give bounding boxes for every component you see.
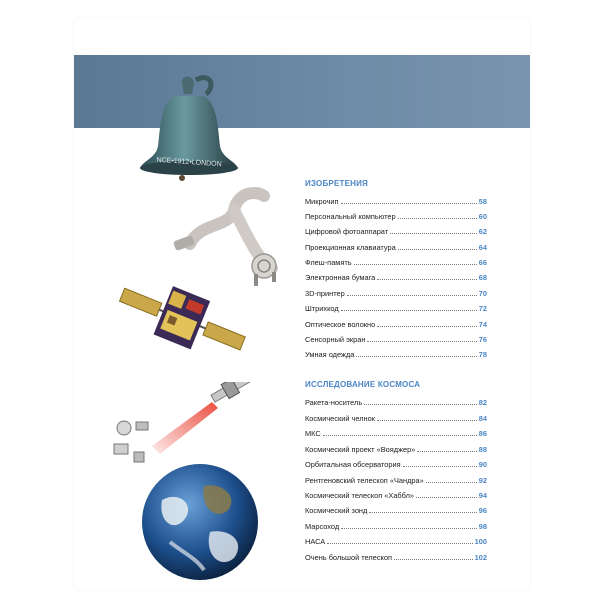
toc-entry-page: 86 xyxy=(478,429,487,438)
toc-entry-page: 76 xyxy=(478,335,487,344)
toc-entry-label: НАСА xyxy=(305,537,326,546)
toc-entry[interactable] xyxy=(305,550,487,562)
toc-entry-page: 102 xyxy=(474,553,487,562)
leader-dots xyxy=(417,450,476,452)
toc-entry[interactable] xyxy=(305,488,487,500)
toc-entry-page: 58 xyxy=(478,197,487,206)
leader-dots xyxy=(364,403,477,405)
toc-entry-page: 62 xyxy=(478,227,487,236)
leader-dots xyxy=(377,325,477,327)
leader-dots xyxy=(394,558,473,560)
toc-entry[interactable] xyxy=(305,240,487,252)
toc-entry-label: Космический зонд xyxy=(305,506,368,515)
toc-entry-label: Персональный компьютер xyxy=(305,212,396,221)
toc-entry-label: МКС xyxy=(305,429,321,438)
toc-entry[interactable] xyxy=(305,534,487,546)
toc-entry-page: 66 xyxy=(478,258,487,267)
leader-dots xyxy=(356,355,476,357)
leader-dots xyxy=(354,263,477,265)
toc-entry-label: Ракета-носитель xyxy=(305,398,363,407)
toc-entry-page: 94 xyxy=(478,491,487,500)
toc-entry-page: 60 xyxy=(478,212,487,221)
toc-entry[interactable] xyxy=(305,332,487,344)
toc-entry[interactable] xyxy=(305,442,487,454)
leader-dots xyxy=(390,232,477,234)
bell-inscription: NCE•1912•LONDON xyxy=(156,156,222,169)
leader-dots xyxy=(403,465,477,467)
toc-entry-label: Космический проект «Вояджер» xyxy=(305,445,416,454)
leader-dots xyxy=(327,542,472,544)
leader-dots xyxy=(341,527,477,529)
toc-entry[interactable] xyxy=(305,411,487,423)
toc-entry-label: Марсоход xyxy=(305,522,340,531)
bell-illustration xyxy=(130,72,250,187)
toc-entry-page: 74 xyxy=(478,320,487,329)
toc-entry-page: 88 xyxy=(478,445,487,454)
toc-entry[interactable] xyxy=(305,209,487,221)
toc-entry[interactable] xyxy=(305,347,487,359)
toc-entry-page: 100 xyxy=(474,537,487,546)
leader-dots xyxy=(426,481,477,483)
toc-entry-label: Электронная бумага xyxy=(305,273,376,282)
toc-entry[interactable] xyxy=(305,426,487,438)
toc-entry-label: 3D-принтер xyxy=(305,289,345,298)
toc-entry[interactable] xyxy=(305,286,487,298)
leader-dots xyxy=(341,309,477,311)
leader-dots xyxy=(377,419,477,421)
leader-dots xyxy=(367,340,476,342)
toc-entry-page: 78 xyxy=(478,350,487,359)
toc-entry[interactable] xyxy=(305,224,487,236)
toc-entry[interactable] xyxy=(305,317,487,329)
toc-entry-label: Проекционная клавиатура xyxy=(305,243,396,252)
toc-entry-label: Оптическое волокно xyxy=(305,320,376,329)
toc-entry-page: 92 xyxy=(478,476,487,485)
toc-entry-page: 90 xyxy=(478,460,487,469)
leader-dots xyxy=(377,278,477,280)
toc-entry-label: Космический телескоп «Хаббл» xyxy=(305,491,414,500)
leader-dots xyxy=(341,202,477,204)
toc-entry[interactable] xyxy=(305,519,487,531)
toc-entry[interactable] xyxy=(305,473,487,485)
toc-entry-page: 84 xyxy=(478,414,487,423)
toc-entry-page: 82 xyxy=(478,398,487,407)
toc-entry[interactable] xyxy=(305,270,487,282)
satellite-illustration xyxy=(115,268,250,373)
toc-entry-label: Флеш-память xyxy=(305,258,352,267)
toc-entry-label: Космический челнок xyxy=(305,414,375,423)
leader-dots xyxy=(416,496,477,498)
leader-dots xyxy=(398,217,477,219)
section-title-space: ИССЛЕДОВАНИЕ КОСМОСА xyxy=(305,380,421,389)
toc-entry-label: Штрихкод xyxy=(305,304,339,313)
toc-entry-page: 96 xyxy=(478,506,487,515)
leader-dots xyxy=(369,511,476,513)
toc-entry[interactable] xyxy=(305,395,487,407)
toc-entry[interactable] xyxy=(305,301,487,313)
toc-entry-page: 98 xyxy=(478,522,487,531)
toc-entry[interactable] xyxy=(305,503,487,515)
toc-entry[interactable] xyxy=(305,194,487,206)
toc-entry-label: Сенсорный экран xyxy=(305,335,366,344)
leader-dots xyxy=(347,294,477,296)
toc-entry-label: Цифровой фотоаппарат xyxy=(305,227,389,236)
toc-entry-label: Умная одежда xyxy=(305,350,355,359)
toc-entry[interactable] xyxy=(305,255,487,267)
leader-dots xyxy=(323,434,477,436)
toc-entry-label: Очень большой телескоп xyxy=(305,553,392,562)
toc-entry-label: Микрочип xyxy=(305,197,339,206)
earth-space-illustration xyxy=(100,382,275,582)
toc-entry[interactable] xyxy=(305,457,487,469)
leader-dots xyxy=(398,248,477,250)
toc-entry-label: Орбитальная обсерватория xyxy=(305,460,401,469)
toc-entry-page: 72 xyxy=(478,304,487,313)
toc-entry-label: Рентгеновский телескоп «Чандра» xyxy=(305,476,424,485)
toc-entry-page: 68 xyxy=(478,273,487,282)
section-title-inventions: ИЗОБРЕТЕНИЯ xyxy=(305,179,369,188)
toc-entry-page: 70 xyxy=(478,289,487,298)
toc-entry-page: 64 xyxy=(478,243,487,252)
